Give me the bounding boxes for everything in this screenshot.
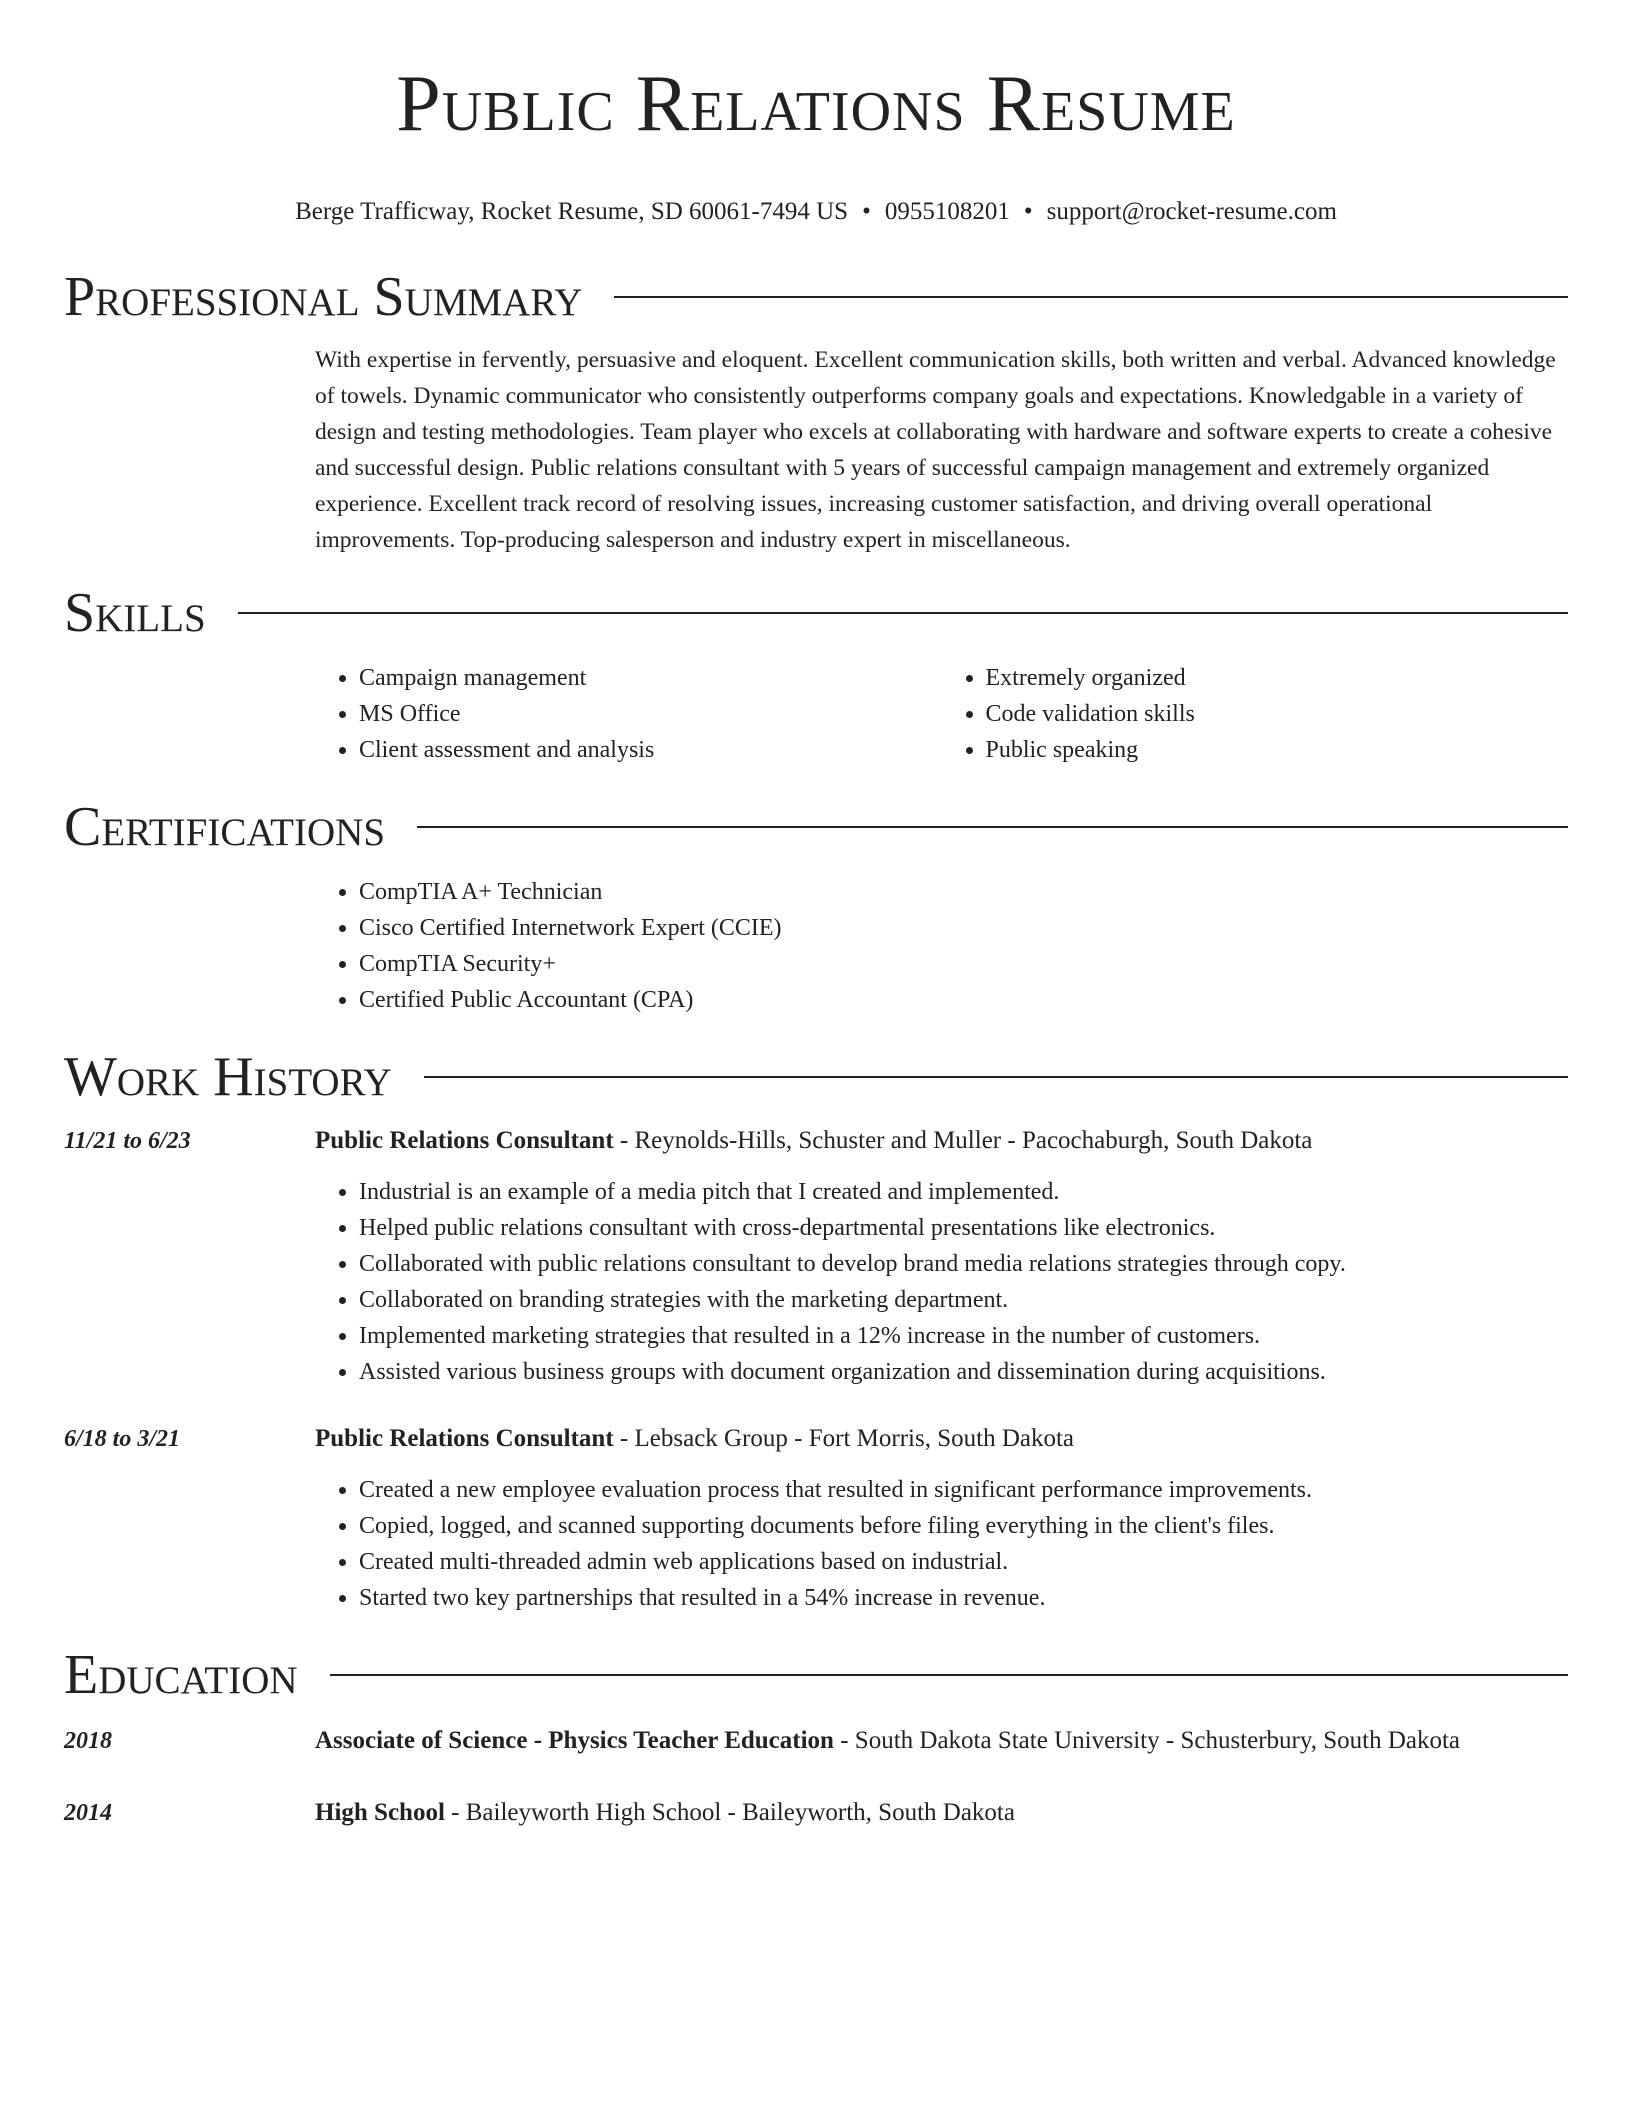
- job-title-line: [315, 1124, 1568, 1158]
- job-bullet: • Created a new employee evaluation process that resulted in significant performance improvements.: [359, 1472, 1568, 1508]
- skill-item: • Extremely organized: [986, 660, 1569, 696]
- job-bullet: • Created multi-threaded admin web applications based on industrial.: [359, 1544, 1568, 1580]
- education-degree: Associate of Science - Physics Teacher Education: [315, 1727, 834, 1754]
- contact-phone: 0955108201: [884, 198, 1010, 225]
- job-bullets: [315, 1174, 1568, 1390]
- contact-separator: •: [862, 198, 871, 225]
- education-school: - Baileyworth High School - Baileyworth, South Dakota: [444, 1799, 1015, 1826]
- summary-body: [315, 342, 1568, 558]
- resume-title: Public Relations Resume: [396, 60, 1236, 148]
- summary-heading: Professional Summary: [64, 266, 583, 328]
- job-role: Public Relations Consultant: [315, 1127, 614, 1154]
- skills-column-left: [315, 660, 942, 768]
- job-employer: - Lebsack Group - Fort Morris, South Dakota: [613, 1425, 1075, 1452]
- job-bullet: • Copied, logged, and scanned supporting documents before filing everything in the client's files.: [359, 1508, 1568, 1544]
- job-title-line: [315, 1422, 1568, 1456]
- job-bullets: [315, 1472, 1568, 1616]
- job-dates: 11/21 to 6/23: [64, 1128, 191, 1154]
- section-divider: [614, 296, 1568, 298]
- certification-item: • CompTIA Security+: [359, 946, 1568, 982]
- education-degree: High School: [315, 1799, 445, 1826]
- section-divider: [238, 612, 1568, 614]
- job-employer: - Reynolds-Hills, Schuster and Muller - Pacochaburgh, South Dakota: [613, 1127, 1313, 1154]
- contact-email: support@rocket-resume.com: [1046, 198, 1337, 225]
- skill-item: • Public speaking: [986, 732, 1569, 768]
- skills-column-right: [942, 660, 1569, 768]
- job-bullet: • Helped public relations consultant with cross-departmental presentations like electronics.: [359, 1210, 1568, 1246]
- certifications-heading: Certifications: [64, 796, 386, 858]
- job-dates: 6/18 to 3/21: [64, 1426, 181, 1452]
- education-line: [315, 1724, 1568, 1758]
- education-entry: [64, 1796, 1568, 1830]
- work-section-header: [64, 1044, 1568, 1110]
- job-bullet: • Collaborated on branding strategies with the marketing department.: [359, 1282, 1568, 1318]
- work-heading: Work History: [64, 1046, 392, 1108]
- job-bullet: • Industrial is an example of a media pitch that I created and implemented.: [359, 1174, 1568, 1210]
- job-role: Public Relations Consultant: [315, 1425, 614, 1452]
- job-bullet: • Started two key partnerships that resulted in a 54% increase in revenue.: [359, 1580, 1568, 1616]
- skills-list: [315, 660, 1568, 768]
- certifications-bullets: [315, 874, 1568, 1018]
- job-bullet: • Collaborated with public relations consultant to develop brand media relations strategies through copy.: [359, 1246, 1568, 1282]
- contact-address: Berge Trafficway, Rocket Resume, SD 60061-7494 US: [295, 198, 849, 225]
- skill-item: • Code validation skills: [986, 696, 1569, 732]
- certification-item: • Cisco Certified Internetwork Expert (CCIE): [359, 910, 1568, 946]
- education-line: [315, 1796, 1568, 1830]
- job-bullet: • Implemented marketing strategies that resulted in a 12% increase in the number of customers.: [359, 1318, 1568, 1354]
- job-entry: [64, 1422, 1568, 1616]
- summary-section-header: [64, 264, 1568, 330]
- education-year: 2014: [64, 1800, 112, 1826]
- education-entry: [64, 1724, 1568, 1758]
- education-body: [315, 1796, 1568, 1830]
- contact-line: [64, 196, 1568, 228]
- education-heading: Education: [64, 1644, 298, 1706]
- summary-text: With expertise in fervently, persuasive and eloquent. Excellent communication skills, both written and verbal. Advanced knowledge of towels. Dynamic communicator who consistently outperforms company goals and expectations. Knowledgable in a variety of design and testing methodologies. Team player who excels at collaborating with hardware and software experts to create a cohesive and successful design. Public relations consultant with 5 years of successful campaign management and extremely organized experience. Excellent track record of resolving issues, increasing customer satisfaction, and driving overall operational improvements. Top-producing salesperson and industry expert in miscellaneous.: [315, 347, 1556, 553]
- education-body: [315, 1724, 1568, 1758]
- job-body: [315, 1124, 1568, 1390]
- education-section-header: [64, 1642, 1568, 1708]
- skills-section-header: [64, 580, 1568, 646]
- job-bullet: • Assisted various business groups with document organization and dissemination during acquisitions.: [359, 1354, 1568, 1390]
- skill-item: • Campaign management: [359, 660, 942, 696]
- certification-item: • Certified Public Accountant (CPA): [359, 982, 1568, 1018]
- contact-separator: •: [1023, 198, 1033, 225]
- job-body: [315, 1422, 1568, 1616]
- job-entry: [64, 1124, 1568, 1390]
- section-divider: [417, 826, 1568, 828]
- certifications-section-header: [64, 794, 1568, 860]
- certification-item: • CompTIA A+ Technician: [359, 874, 1568, 910]
- education-year: 2018: [64, 1728, 112, 1754]
- certifications-list: [315, 874, 1568, 1018]
- skill-item: • MS Office: [359, 696, 942, 732]
- skills-heading: Skills: [64, 582, 206, 644]
- section-divider: [330, 1674, 1568, 1676]
- skill-item: • Client assessment and analysis: [359, 732, 942, 768]
- education-school: - South Dakota State University - Schusterbury, South Dakota: [833, 1727, 1461, 1754]
- section-divider: [424, 1076, 1568, 1078]
